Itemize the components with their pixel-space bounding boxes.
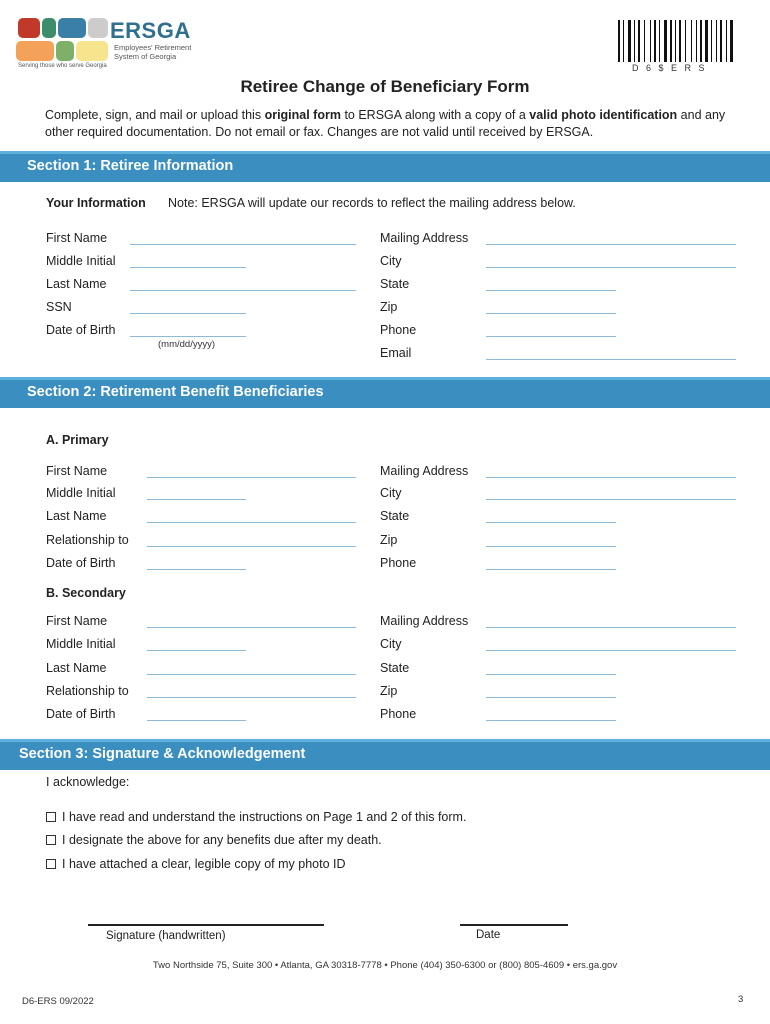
barcode-bar xyxy=(723,20,725,62)
barcode-bar xyxy=(664,20,667,62)
footer-address: Two Northside 75, Suite 300 • Atlanta, GA 30318-7778 • Phone (404) 350-6300 or (800) 805-4609 • ers.ga.gov xyxy=(152,960,618,971)
field-label: City xyxy=(380,254,402,268)
field-label: State xyxy=(380,277,410,291)
date-label: Date xyxy=(476,929,501,941)
primary-zip-input[interactable] xyxy=(486,546,616,547)
barcode-bar xyxy=(705,20,708,62)
barcode-bar xyxy=(703,20,704,62)
barcode-bar xyxy=(696,20,697,62)
your-information-label: Your Information xyxy=(46,196,146,210)
intro-part: to ERSGA along with a copy of a xyxy=(340,108,530,122)
barcode-bar xyxy=(628,20,631,62)
logo-subtitle-line: Employees' Retirement xyxy=(114,43,192,52)
barcode-bar xyxy=(716,20,717,62)
signature-line[interactable] xyxy=(88,924,324,926)
field-label: First Name xyxy=(46,231,108,245)
barcode-image xyxy=(618,20,744,62)
field-label: Last Name xyxy=(46,509,107,523)
field-label: Middle Initial xyxy=(46,637,116,651)
field-label: Mailing Address xyxy=(380,614,469,628)
checkbox[interactable] xyxy=(46,859,56,869)
barcode-bar xyxy=(700,20,702,62)
field-label: Zip xyxy=(380,684,398,698)
barcode-bar xyxy=(644,20,645,62)
barcode-bar xyxy=(685,20,686,62)
secondary-middle-initial-input[interactable] xyxy=(147,650,246,651)
retiree-mailing-address-input[interactable] xyxy=(486,244,736,245)
page-title: Retiree Change of Beneficiary Form xyxy=(240,77,530,96)
field-label: Last Name xyxy=(46,277,107,291)
barcode-bar xyxy=(726,20,727,62)
barcode-bar xyxy=(634,20,635,62)
ack-item-text: I have attached a clear, legible copy of my photo ID xyxy=(62,857,346,871)
barcode-bar xyxy=(734,20,735,62)
barcode-bar xyxy=(709,20,710,62)
barcode-bar xyxy=(691,20,692,62)
field-label: SSN xyxy=(46,300,72,314)
form-id: D6-ERS 09/2022 xyxy=(22,996,94,1007)
field-label: Relationship to xyxy=(46,533,129,547)
field-label: First Name xyxy=(46,614,108,628)
primary-first-name-input[interactable] xyxy=(147,477,356,478)
field-label: Phone xyxy=(380,707,417,721)
barcode-bar xyxy=(670,20,672,62)
logo-subtitle xyxy=(114,43,191,61)
ack-item xyxy=(46,810,466,824)
barcode-bar xyxy=(713,20,715,62)
page-number: 3 xyxy=(738,994,744,1005)
secondary-heading: B. Secondary xyxy=(46,586,126,600)
barcode-bar xyxy=(646,20,649,62)
intro-part: and any other required documentation. Do not email or fax. Changes are not valid until received by ERSGA. xyxy=(45,108,726,139)
field-label: Middle Initial xyxy=(46,486,116,500)
field-label: Date of Birth xyxy=(46,556,116,570)
retiree-last-name-input[interactable] xyxy=(130,290,356,291)
ack-item xyxy=(46,833,382,847)
secondary-first-name-input[interactable] xyxy=(147,627,356,628)
field-label: First Name xyxy=(46,464,108,478)
barcode-bar xyxy=(730,20,733,62)
barcode-bar xyxy=(625,20,627,62)
logo-subtitle-line: System of Georgia xyxy=(114,52,177,61)
barcode-bar xyxy=(698,20,699,62)
field-label: Relationship to xyxy=(46,684,129,698)
logo-square xyxy=(88,18,108,38)
barcode-bar xyxy=(623,20,624,62)
barcode-bar xyxy=(659,20,660,62)
retiree-dob-input[interactable] xyxy=(130,336,246,337)
retiree-zip-input[interactable] xyxy=(486,313,616,314)
ack-item-text: I designate the above for any benefits due after my death. xyxy=(62,833,382,847)
section3-header: Section 3: Signature & Acknowledgement xyxy=(0,739,770,770)
field-label: City xyxy=(380,486,402,500)
section2-header: Section 2: Retirement Benefit Beneficiaries xyxy=(0,377,770,408)
barcode-bar xyxy=(652,20,653,62)
note-text: Note: ERSGA will update our records to reflect the mailing address below. xyxy=(168,196,576,210)
secondary-mailing-address-input[interactable] xyxy=(486,627,736,628)
intro-part: Complete, sign, and mail or upload this xyxy=(45,108,265,122)
field-label: Email xyxy=(380,346,412,360)
secondary-relationship-input[interactable] xyxy=(147,697,356,698)
logo-square xyxy=(58,18,86,38)
barcode-bar xyxy=(711,20,712,62)
barcode-text: D6$ERS xyxy=(632,63,713,73)
field-label: Phone xyxy=(380,323,417,337)
primary-dob-input[interactable] xyxy=(147,569,246,570)
primary-state-input[interactable] xyxy=(486,522,616,523)
retiree-phone-input[interactable] xyxy=(486,336,616,337)
retiree-city-input[interactable] xyxy=(486,267,736,268)
barcode-bar xyxy=(693,20,695,62)
barcode-bar xyxy=(677,20,678,62)
ersga-logo xyxy=(16,18,206,74)
barcode-bar xyxy=(621,20,622,62)
barcode-bar xyxy=(728,20,729,62)
barcode-bar xyxy=(654,20,656,62)
barcode-bar xyxy=(673,20,674,62)
barcode-bar xyxy=(682,20,684,62)
primary-phone-input[interactable] xyxy=(486,569,616,570)
logo-square xyxy=(42,18,56,38)
logo-square xyxy=(56,41,74,61)
field-label: Mailing Address xyxy=(380,231,469,245)
primary-mailing-address-input[interactable] xyxy=(486,477,736,478)
secondary-zip-input[interactable] xyxy=(486,697,616,698)
retiree-middle-initial-input[interactable] xyxy=(130,267,246,268)
field-label: Zip xyxy=(380,533,398,547)
barcode-bar xyxy=(638,20,640,62)
barcode-bar xyxy=(632,20,633,62)
secondary-city-input[interactable] xyxy=(486,650,736,651)
barcode-bar xyxy=(679,20,681,62)
signature-label: Signature (handwritten) xyxy=(106,930,226,942)
secondary-last-name-input[interactable] xyxy=(147,674,356,675)
barcode-bar xyxy=(618,20,620,62)
secondary-phone-input[interactable] xyxy=(486,720,616,721)
field-label: Date of Birth xyxy=(46,323,116,337)
date-line[interactable] xyxy=(460,924,568,926)
barcode-bar xyxy=(657,20,658,62)
logo-tagline: Serving those who serve Georgia xyxy=(18,63,107,69)
field-label: Date of Birth xyxy=(46,707,116,721)
primary-heading: A. Primary xyxy=(46,433,109,447)
barcode-bar xyxy=(641,20,643,62)
retiree-ssn-input[interactable] xyxy=(130,313,246,314)
barcode-bar xyxy=(650,20,651,62)
barcode-bar xyxy=(720,20,722,62)
field-label: Phone xyxy=(380,556,417,570)
barcode-bar xyxy=(661,20,663,62)
primary-city-input[interactable] xyxy=(486,499,736,500)
intro-text xyxy=(45,107,735,141)
primary-last-name-input[interactable] xyxy=(147,522,356,523)
secondary-dob-input[interactable] xyxy=(147,720,246,721)
section1-header: Section 1: Retiree Information xyxy=(0,151,770,182)
barcode-bar xyxy=(636,20,637,62)
checkbox[interactable] xyxy=(46,812,56,822)
dob-format-hint: (mm/dd/yyyy) xyxy=(158,339,215,350)
logo-square xyxy=(76,41,108,61)
ack-item xyxy=(46,857,346,871)
field-label: State xyxy=(380,661,410,675)
field-label: Mailing Address xyxy=(380,464,469,478)
primary-middle-initial-input[interactable] xyxy=(147,499,246,500)
intro-bold: valid photo identification xyxy=(529,108,678,122)
logo-square xyxy=(16,41,54,61)
field-label: City xyxy=(380,637,402,651)
acknowledge-label: I acknowledge: xyxy=(46,775,130,789)
retiree-state-input[interactable] xyxy=(486,290,616,291)
barcode-bar xyxy=(675,20,676,62)
checkbox[interactable] xyxy=(46,835,56,845)
barcode-bar xyxy=(668,20,669,62)
barcode-bar xyxy=(718,20,719,62)
field-label: Zip xyxy=(380,300,398,314)
logo-square xyxy=(18,18,40,38)
secondary-state-input[interactable] xyxy=(486,674,616,675)
field-label: Middle Initial xyxy=(46,254,116,268)
retiree-first-name-input[interactable] xyxy=(130,244,356,245)
primary-relationship-input[interactable] xyxy=(147,546,356,547)
field-label: Last Name xyxy=(46,661,107,675)
logo-name: ERSGA xyxy=(110,18,191,43)
retiree-email-input[interactable] xyxy=(486,359,736,360)
barcode-bar xyxy=(687,20,690,62)
intro-bold: original form xyxy=(264,108,341,122)
field-label: State xyxy=(380,509,410,523)
ack-item-text: I have read and understand the instructions on Page 1 and 2 of this form. xyxy=(62,810,467,824)
